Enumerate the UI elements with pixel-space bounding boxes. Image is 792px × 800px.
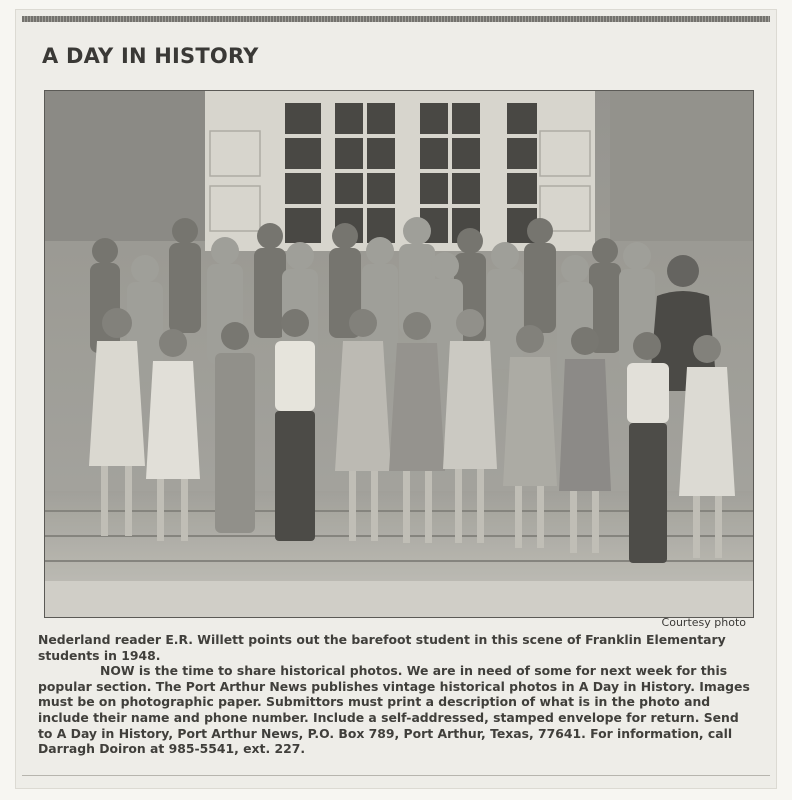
caption-lead: Nederland reader E.R. Willett points out the barefoot student in this scene of Franklin Elementary students in 1948. <box>38 632 726 663</box>
newspaper-clipping <box>16 10 776 788</box>
bottom-rule <box>22 775 770 776</box>
top-rule <box>22 16 770 22</box>
photo-credit: Courtesy photo <box>661 616 746 629</box>
caption-body: NOW is the time to share historical photos. We are in need of some for next week for this popular section. The Port Arthur News publishes vintage historical photos in A Day in History. Images must be on photographic paper. Submittors must print a description of what is in the photo and include their name and phone number. Include a self-addressed, stamped envelope for return. Send to A Day in History, Port Arthur News, P.O. Box 789, Port Arthur, Texas, 77641. For information, call Darragh Doiron at 985-5541, ext. 227. <box>38 663 750 757</box>
class-photo <box>44 90 754 618</box>
caption-block <box>38 632 750 757</box>
page-title: A DAY IN HISTORY <box>42 44 259 68</box>
